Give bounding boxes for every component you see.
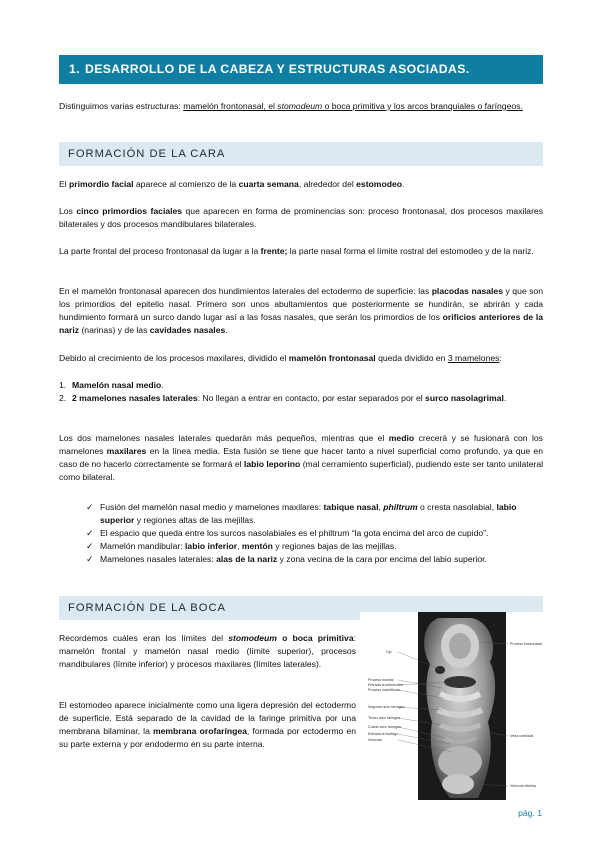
checkmark-icon: ✓	[86, 502, 94, 512]
figure-label: Proceso mandibular	[368, 688, 400, 692]
figure-label: Cuarto arco faríngeo	[368, 725, 401, 729]
cara-paragraph-6: Los dos mamelones nasales laterales quedarán más pequeños, mientras que el medio crecerá y se fusionará con los mamelones maxilares en la línea media. Esta fusión se tiene que hacer tanto a nivel superficial como profundo, ya que en caso de no hacerlo correctamente se formará el labio leporino (mal cerramiento superficial), pudiendo este ser tanto unilateral como bilateral.	[59, 433, 544, 482]
figure-label: Tercer arco faríngeo	[368, 716, 401, 720]
chapter-number: 1.	[69, 62, 80, 76]
mamelones-list	[59, 379, 543, 405]
cara-paragraph-1: El primordio facial aparece al comienzo de la cuarta semana, alrededor del estomodeo.	[59, 179, 405, 189]
figure-label: Entrada al estomodeo	[368, 683, 404, 687]
list-item: ✓ Fusión del mamelón nasal medio y mamelones maxilares: tabique nasal, philtrum o cresta nasolabial, labio superior y regiones altas de las mejillas.	[86, 502, 517, 525]
figure-label: Proceso frontonasal	[510, 642, 542, 646]
chapter-title-bar	[59, 55, 543, 84]
list-item: ✓ Mamelón mandibular: labio inferior, mentón y regiones bajas de las mejillas.	[86, 540, 543, 553]
cara-paragraph-5: Debido al crecimiento de los procesos maxilares, dividido el mamelón frontonasal queda dividido en 3 mamelones:	[59, 353, 502, 363]
figure-label: Vesícula	[368, 738, 382, 742]
figure-label: Ojo	[386, 650, 392, 654]
boca-paragraph-1: Recordemos cuáles eran los límites del stomodeum o boca primitiva: mamelón frontal y mamelón nasal medio (límite superior), procesos mandibulares (límite inferior) y procesos maxilares (límites laterales).	[59, 633, 356, 669]
list-item: ✓ El espacio que queda entre los surcos nasolabiales es el philtrum “la gota encima del arco de cupido”.	[86, 527, 543, 540]
intro-paragraph: Distinguimos varias estructuras: mamelón frontonasal, el stomodeum o boca primitiva y los arcos branquiales o faríngeos.	[59, 101, 523, 111]
cara-paragraph-4: En el mamelón frontonasal aparecen dos hundimientos laterales del ectodermo de superficie: las placodas nasales y que son los primordios del epitelio nasal. Primero son unos abultamientos que posteriormente se hundirán, se abrirán y cada hundimiento formará un surco dando lugar así a las fosas nasales, que serán los primordios de los orificios anteriores de la nariz (narinas) y de las cavidades nasales.	[59, 286, 544, 335]
figure-label: Vena umbilical	[510, 734, 534, 738]
checkmark-icon: ✓	[86, 540, 94, 551]
figure-label: Proceso maxilar	[368, 678, 394, 682]
boca-paragraph-2: El estomodeo aparece inicialmente como una ligera depresión del ectodermo de superficie. Está separado de la cavidad de la faringe primitiva por una membrana bilaminar, la membrana orofaríngea, formada por ectodermo en su parte externa y por endodermo en su parte interna.	[59, 700, 356, 749]
embryo-face-figure	[360, 612, 543, 800]
figure-label: Entrada al esófago	[368, 732, 399, 736]
section-heading-cara: FORMACIÓN DE LA CARA	[59, 142, 543, 166]
list-item: ✓ Mamelones nasales laterales: alas de la nariz y zona vecina de la cara por encima del labio superior.	[86, 553, 543, 566]
checkmark-icon: ✓	[86, 553, 94, 564]
figure-label: Segundo arco faríngeo	[368, 705, 405, 709]
checkmark-icon: ✓	[86, 527, 94, 538]
figure-label: Vesícula vitelina	[510, 784, 536, 788]
cara-paragraph-2: Los cinco primordios faciales que aparecen en forma de prominencias son: proceso frontonasal, dos procesos maxilares bilaterales y dos procesos mandibulares bilaterales.	[59, 206, 544, 229]
cara-paragraph-3: La parte frontal del proceso frontonasal da lugar a la frente; la parte nasal forma el límite rostral del estomodeo y de la nariz.	[59, 246, 534, 256]
list-item: 2. 2 mamelones nasales laterales: No llegan a entrar en contacto, por estar separados por el surco nasolagrimal.	[59, 392, 507, 403]
page-number: pág. 1	[518, 808, 542, 818]
chapter-title: DESARROLLO DE LA CABEZA Y ESTRUCTURAS ASOCIADAS.	[84, 62, 470, 76]
list-item: 1. Mamelón nasal medio.	[59, 380, 164, 390]
section-heading-boca: FORMACIÓN DE LA BOCA	[59, 596, 543, 620]
fusion-checklist	[86, 501, 543, 565]
